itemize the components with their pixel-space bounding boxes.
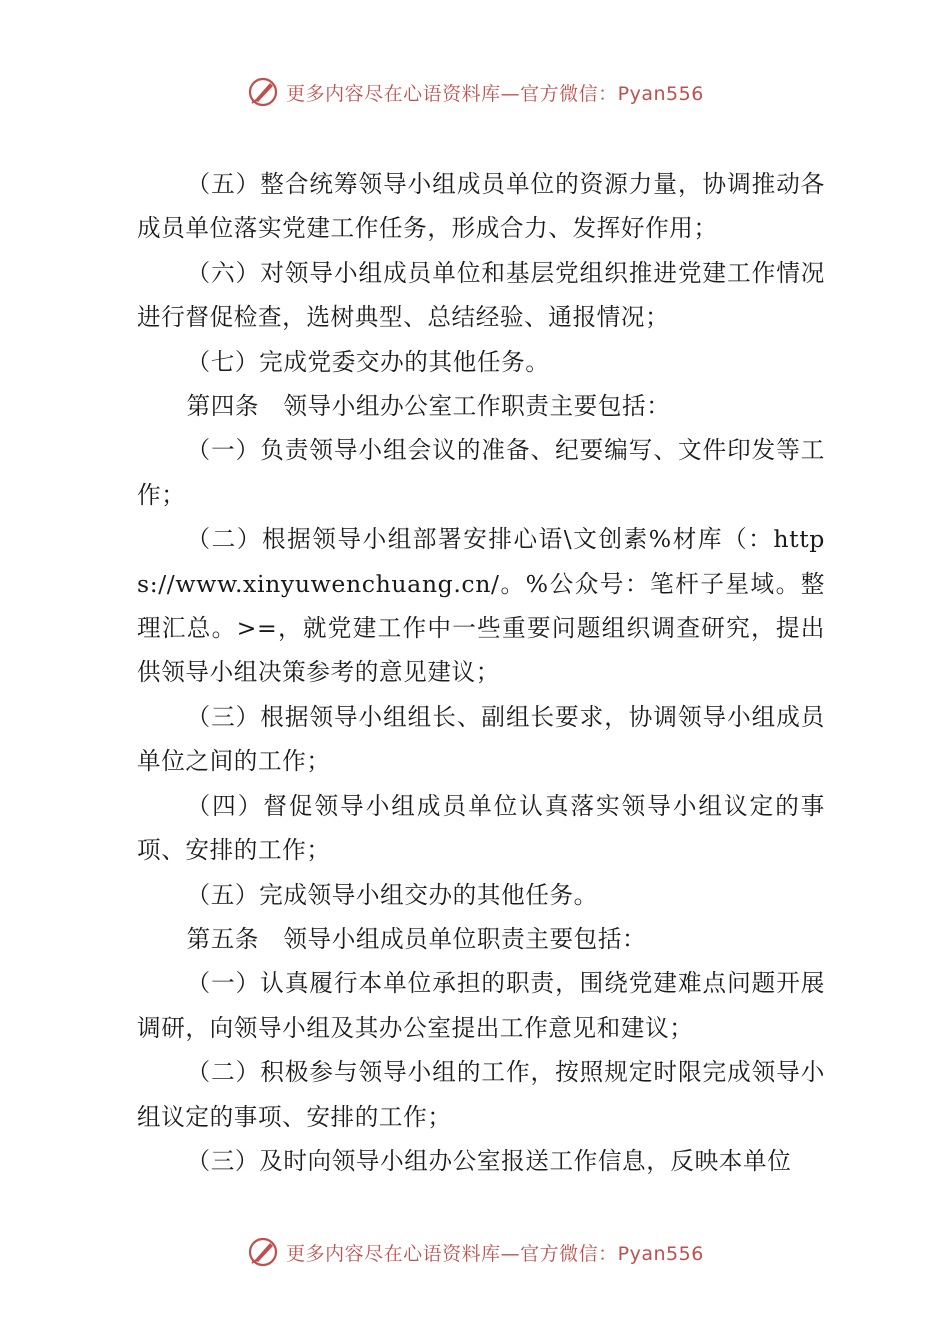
footer-banner xyxy=(0,1232,950,1272)
article-heading: 第四条 领导小组办公室工作职责主要包括： xyxy=(186,392,671,421)
header-slogan-text: 更多内容尽在心语资料库—官方微信： xyxy=(286,82,618,105)
paragraph: （五）完成领导小组交办的其他任务。 xyxy=(186,880,598,909)
header-slogan xyxy=(286,79,704,106)
header-wechat-id: Pyan556 xyxy=(617,82,704,105)
paragraph: （二）积极参与领导小组的工作，按照规定时限完成领导小组议定的事项、安排的工作； xyxy=(137,1058,825,1131)
paragraph: （五）整合统筹领导小组成员单位的资源力量，协调推动各成员单位落实党建工作任务，形成合力、发挥好作用； xyxy=(137,170,825,243)
article-heading: 第五条 领导小组成员单位职责主要包括： xyxy=(186,924,647,953)
footer-slogan xyxy=(286,1239,704,1266)
document-body xyxy=(137,162,825,1183)
paragraph: （三）根据领导小组组长、副组长要求，协调领导小组成员单位之间的工作； xyxy=(137,702,825,776)
footer-slogan-text: 更多内容尽在心语资料库—官方微信： xyxy=(286,1242,618,1265)
paragraph: （二）根据领导小组部署安排心语\文创素%材库（：https://www.xinyuwenchuang.cn/。%公众号：笔杆子星域。整理汇总。>=，就党建工作中一些重要问题组织调查研究，提出供领导小组决策参考的意见建议； xyxy=(137,525,825,687)
paragraph: （四）督促领导小组成员单位认真落实领导小组议定的事项、安排的工作； xyxy=(137,791,825,865)
paragraph: （七）完成党委交办的其他任务。 xyxy=(186,347,550,376)
paragraph: （一）负责领导小组会议的准备、纪要编写、文件印发等工作； xyxy=(137,436,825,509)
header-banner xyxy=(0,72,950,112)
paragraph: （三）及时向领导小组办公室报送工作信息，反映本单位 xyxy=(186,1146,792,1175)
footer-wechat-id: Pyan556 xyxy=(617,1242,704,1265)
writing-hand-logo-icon xyxy=(246,1235,280,1269)
paragraph: （一）认真履行本单位承担的职责，围绕党建难点问题开展调研，向领导小组及其办公室提出工作意见和建议； xyxy=(137,969,825,1042)
writing-hand-logo-icon xyxy=(246,75,280,109)
paragraph: （六）对领导小组成员单位和基层党组织推进党建工作情况进行督促检查，选树典型、总结经验、通报情况； xyxy=(137,258,825,332)
